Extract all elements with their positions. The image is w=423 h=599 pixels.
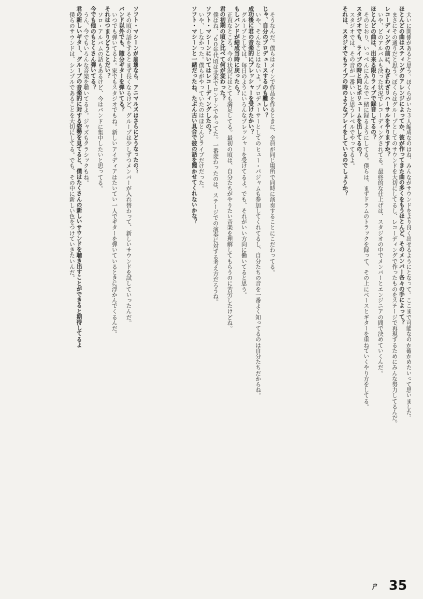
- question-paragraph: 成功後に君の音楽的にプレッシャーを受けたかい？: [247, 6, 254, 135]
- question-paragraph: それは、スタジオでもライブの時のようなプレイをしているのでしょうか？: [341, 6, 348, 197]
- answer-paragraph: 大いに関係があると思う。ぼくらがいた３人編成なのはね、みんながサウンドをより良く出せるようにとなって。ここまで可能なのか確かめたいって思いました。: [405, 11, 411, 421]
- question-paragraph: じゃ、自分のプロデュースするのも難しい？: [261, 6, 268, 118]
- question-paragraph: ソフト・マシーンにいてはレコーディングしたの？: [204, 6, 211, 135]
- question-paragraph: 君の初期の頃と比べて何が変わった？: [218, 6, 225, 102]
- answer-paragraph: スタジオでは、その音が一番いいと思うレベルでやってるよ。: [348, 11, 355, 169]
- question-paragraph: 君の新しいギター、グループの音楽的に対する姿勢を見てると、僕はたくさんの新しいサウンドを聴き出すことができると期待してるよ: [75, 6, 82, 348]
- folio-mark: ㄕ: [371, 582, 379, 591]
- answer-paragraph: いや、しなかった。僕らがやっていたのはほとんどライブだけだった。: [197, 11, 204, 191]
- answer-paragraph: ソロ・アルバムの話もあるけど、今はバンドに集中したいと思ってる。: [96, 11, 103, 191]
- answer-paragraph: いつでも弾いてるよ。家でもスタジオでもね。新しいアイディアはたいてい一人でギターを弾いているときに浮かんでくるんだ。: [110, 11, 117, 337]
- question-paragraph: それはつまりどうことだい？: [103, 6, 110, 79]
- answer-paragraph: いや、そんなことはないよ。プロデューサーとしてのヒュー・パジャムも参加してくれてるし、自分たちの音を一番よく知ってるのは自分たちだからね。: [254, 11, 261, 398]
- question-paragraph: スタジオでも、ライブの時と同じボリュームを出してるの？: [355, 6, 362, 158]
- answer-paragraph: 僕はね、'６０年代頃は北米でロンドンでやってた。一番変わったのは、ステージでの演奏に対する考え方だろうね。: [211, 11, 218, 305]
- question-paragraph: ほとんどの曲はスティングのアレンジによってか、彼が作ってきた曲の多くをもうほとんど、そのメンバー各々の手によって？: [397, 6, 404, 326]
- question-paragraph: ソフト・マシーンと一緒だったね、たぶん古い具合で彼の話を聞かせてくれないかな？: [190, 6, 197, 225]
- text-column-right: [287, 6, 411, 584]
- question-paragraph: バンド以外でも、随分ギターを弾いてる？: [117, 6, 124, 113]
- answer-paragraph: まさにその通りだと思う。ぼくらはグループとしてのサウンドを大切にしてるし、レコーディングで作ったものをステージで再現するためにみんな努力してるんだ。: [390, 11, 397, 426]
- answer-paragraph: そうなんだ。僕らはメインで作品を作るときに、全員が同じ場所で同時に演奏することにこだわってる。: [268, 11, 275, 275]
- question-paragraph: もしバンドが結成当時に戻ったら？: [233, 6, 240, 96]
- text-column-middle: [151, 6, 275, 584]
- question-paragraph: 今でも他のもとくさん弾いてる？: [89, 6, 96, 90]
- answer-paragraph: うん、今でもいろんな音楽を聴いてるよ。ジャズもクラシックもね。: [82, 11, 89, 186]
- answer-paragraph: 僕らのサウンドは、シンプルであることを大切にしてる。でも、その中に新しい色をつけていきたいんだ。: [68, 11, 75, 281]
- answer-paragraph: いや、どのアルバムも決った状況でレコーディングされてる。最終的な仕上げは、スタジオの中でメンバーとエンジニアの間で決めていくんだ。: [376, 11, 383, 376]
- text-column-left: [14, 6, 138, 584]
- question-paragraph: レコーディングの前に、わざわざリハーサルをやりますか？: [383, 6, 390, 158]
- question-paragraph: ほとんどの曲は、出来る限りライブで録音してるの？: [369, 6, 376, 141]
- answer-paragraph: グループとしては、毎日のようにいろんなプレッシャーを受けてるよ。でも、それがいい方向に働いてると思う。: [240, 11, 247, 298]
- answer-paragraph: そのとおり、いっぺんにみんなで一緒に録るようにしてる。僕らは、まずドラムのトラックを録って、その上にベースとギターを重ねていくやり方をしてる。: [362, 11, 369, 410]
- answer-paragraph: 正直なところ、今の状況にはとても満足してる。最初の頃は、自分たちがやりたい音楽を理解してもらうのに苦労したけどね。: [225, 11, 232, 331]
- page-number: 35: [388, 579, 407, 594]
- question-paragraph: ソフト・マシーンが崩壊なら、アニマルズはさらにどうなったの？: [132, 6, 138, 174]
- article-page: [14, 6, 411, 584]
- answer-paragraph: その頃の話をするとまず長くなるけど、グループは少しずつメンバーが入れ替わって、新しいサウンドを試していったんだ。: [124, 11, 131, 326]
